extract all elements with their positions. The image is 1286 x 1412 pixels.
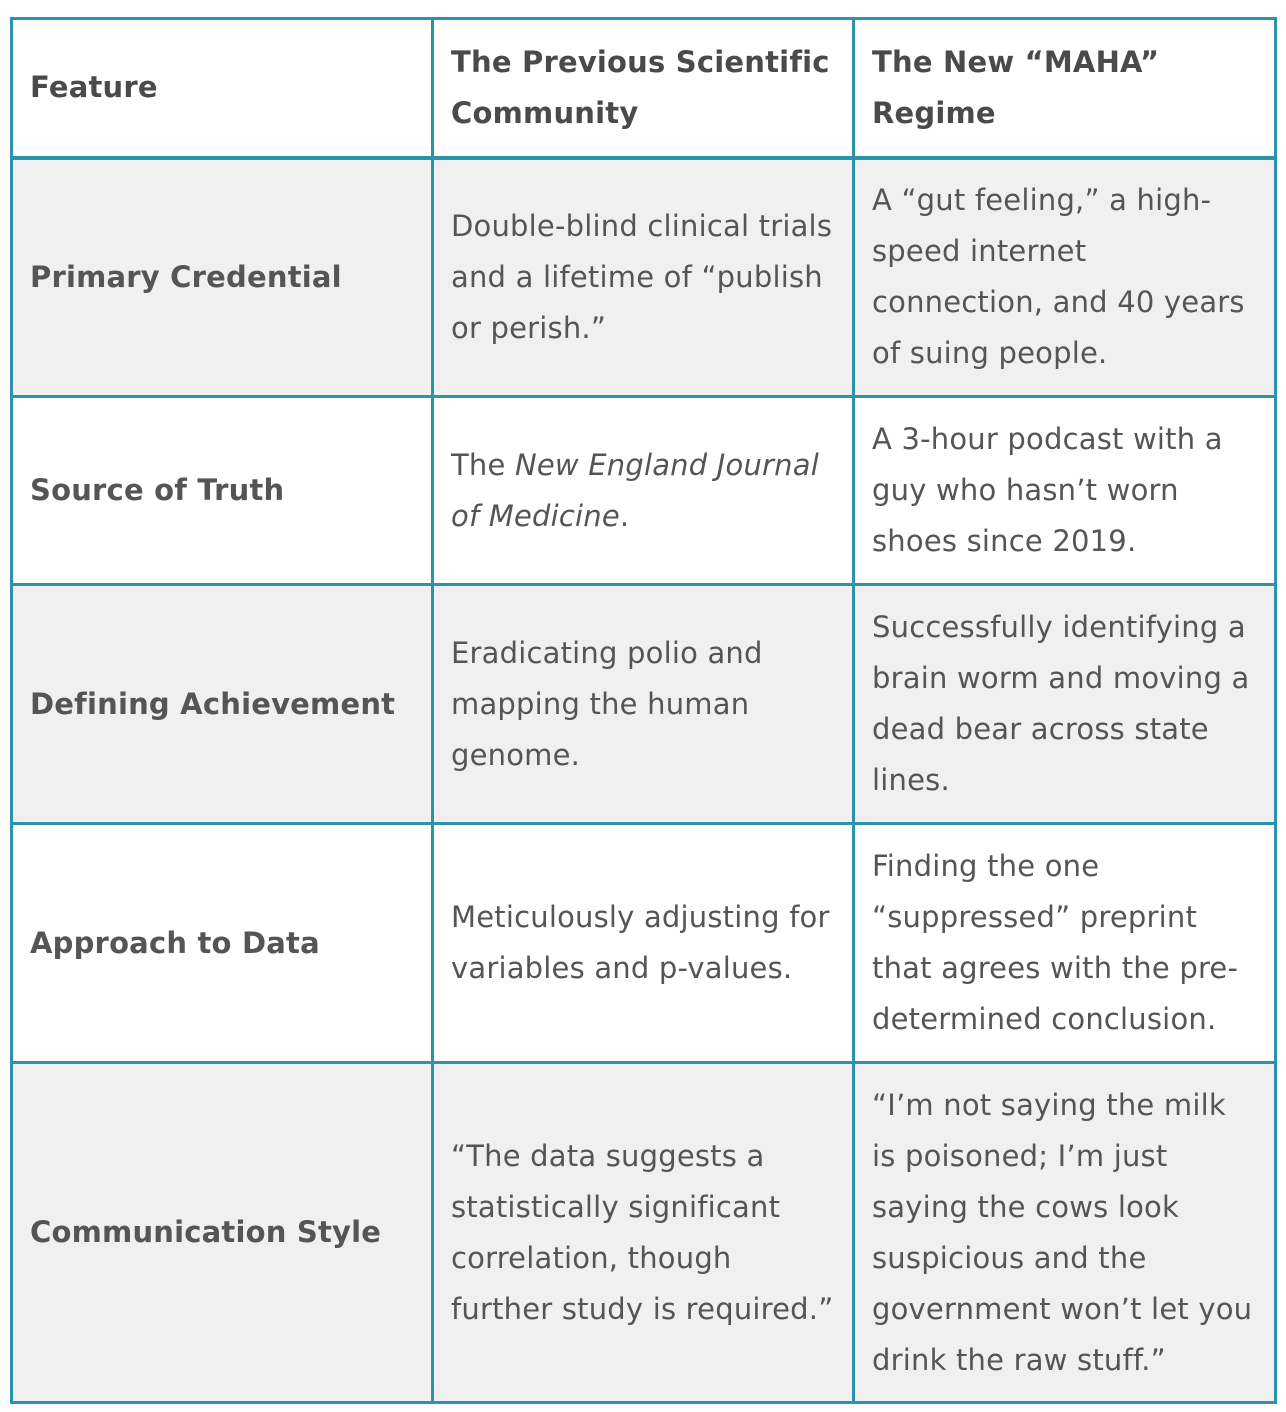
row-feature: Communication Style <box>12 1063 433 1403</box>
row-previous-prefix: The <box>451 447 515 482</box>
header-previous-community: The Previous Scientific Community <box>433 19 854 158</box>
journal-title: New England Journal of Medicine <box>451 447 819 533</box>
row-previous <box>433 397 854 585</box>
header-feature: Feature <box>12 19 433 158</box>
table-row <box>12 158 1276 397</box>
row-maha: A “gut feeling,” a high-speed internet connection, and 40 years of suing people. <box>854 158 1276 397</box>
row-previous: Meticulously adjusting for variables and p-values. <box>433 824 854 1063</box>
row-feature: Source of Truth <box>12 397 433 585</box>
row-maha: Successfully identifying a brain worm and moving a dead bear across state lines. <box>854 585 1276 824</box>
table-row <box>12 1063 1276 1403</box>
row-feature: Primary Credential <box>12 158 433 397</box>
comparison-table <box>10 17 1277 1404</box>
table-header-row <box>12 19 1276 158</box>
row-previous-suffix: . <box>619 498 630 533</box>
row-previous: Eradicating polio and mapping the human genome. <box>433 585 854 824</box>
row-previous: “The data suggests a statistically significant correlation, though further study is required.” <box>433 1063 854 1403</box>
row-previous: Double-blind clinical trials and a lifetime of “publish or perish.” <box>433 158 854 397</box>
row-maha: “I’m not saying the milk is poisoned; I’m just saying the cows look suspicious and the government won’t let you drink the raw stuff.” <box>854 1063 1276 1403</box>
row-maha: Finding the one “suppressed” preprint that agrees with the pre-determined conclusion. <box>854 824 1276 1063</box>
table-row <box>12 585 1276 824</box>
row-maha: A 3-hour podcast with a guy who hasn’t worn shoes since 2019. <box>854 397 1276 585</box>
table-row <box>12 824 1276 1063</box>
row-feature: Defining Achievement <box>12 585 433 824</box>
header-maha-regime: The New “MAHA” Regime <box>854 19 1276 158</box>
row-feature: Approach to Data <box>12 824 433 1063</box>
table-row <box>12 397 1276 585</box>
